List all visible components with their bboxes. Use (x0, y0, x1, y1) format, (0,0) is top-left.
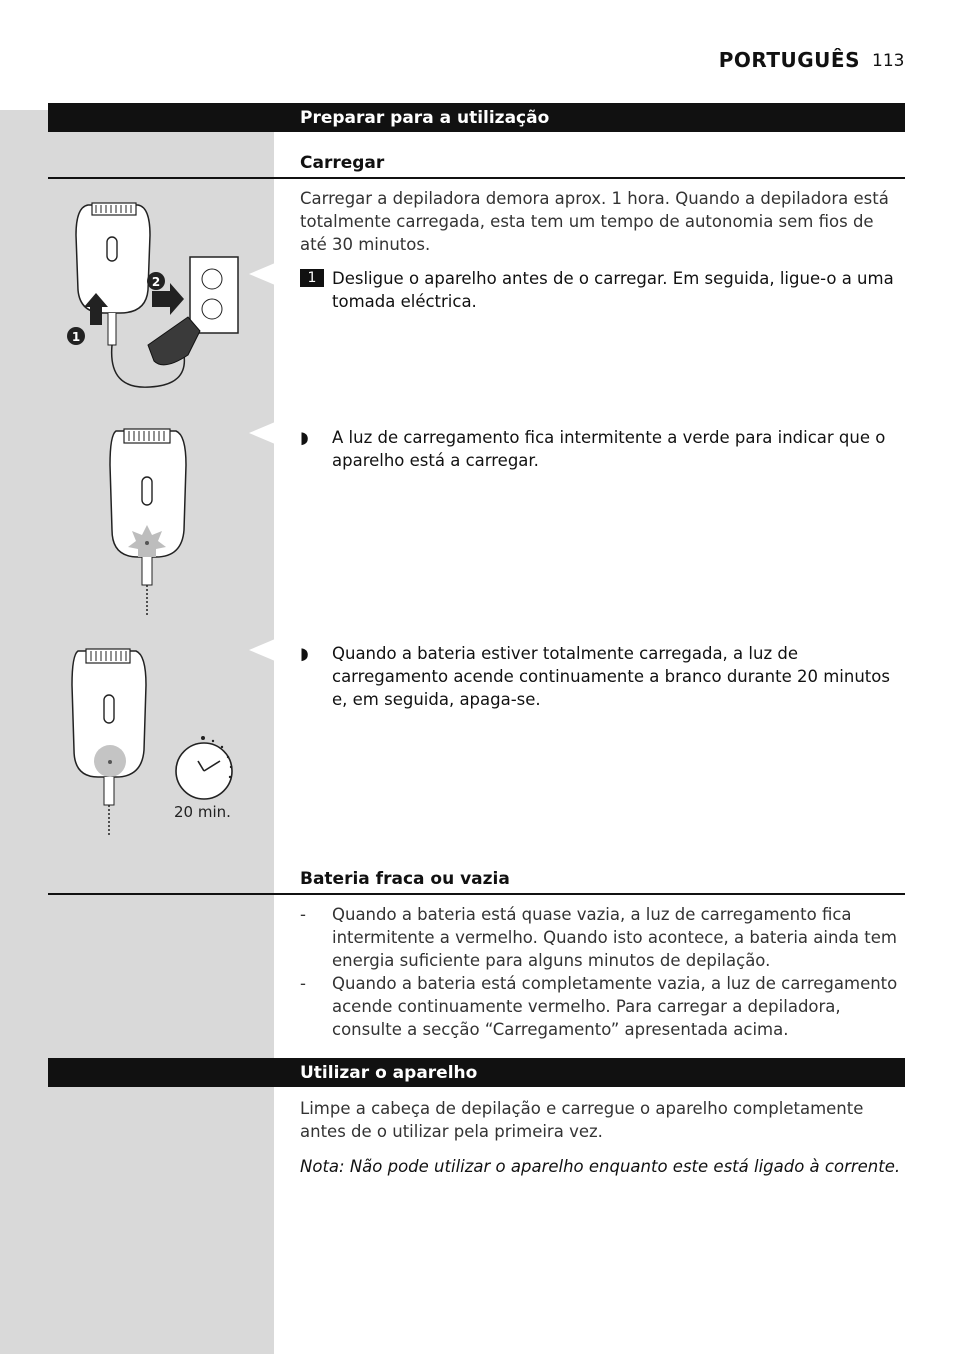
charger-plug-icon (148, 317, 200, 365)
timer-label: 20 min. (174, 803, 231, 821)
charge-intro-text: Carregar a depiladora demora aprox. 1 hora. Quando a depiladora está totalmente carregada, esta tem um tempo de autonomia sem fios de até 30 minutos. (300, 189, 889, 254)
bullet-icon: ◗ (300, 644, 309, 663)
list-item (300, 903, 905, 972)
figure-pointer (249, 263, 275, 285)
use-note: Nota: Não pode utilizar o aparelho enquanto este está ligado à corrente. (300, 1157, 901, 1176)
epilator-body-icon (76, 205, 150, 313)
step-number-badge: 1 (300, 269, 324, 287)
marker-2-label: 2 (151, 275, 161, 289)
section-title-prepare: Preparar para a utilização (300, 108, 550, 128)
charge-step-1 (300, 267, 905, 313)
charging-light-illustration (100, 425, 200, 620)
epilator-head-icon (86, 649, 130, 663)
charged-light-illustration (68, 645, 248, 840)
subsection-rule-low-battery (48, 893, 905, 895)
bullet-icon: ◗ (300, 428, 309, 447)
subsection-rule-charge (48, 177, 905, 179)
epilator-head-icon (92, 203, 136, 215)
subsection-title-low-battery: Bateria fraca ou vazia (300, 869, 510, 889)
list-item-text: Quando a bateria está completamente vazia, a luz de carregamento acende continuamente vermelho. Para carregar a depiladora, consulte a secção “Carregamento” apresentada acima. (332, 974, 898, 1039)
epilator-head-icon (124, 429, 170, 443)
section-title-use: Utilizar o aparelho (300, 1063, 478, 1083)
marker-1-label: 1 (71, 330, 81, 344)
bullet-text: A luz de carregamento fica intermitente a verde para indicar que o aparelho está a carregar. (332, 428, 886, 470)
dash-marker: - (300, 974, 306, 993)
wall-socket-icon (190, 257, 238, 333)
charge-bullet-1 (300, 426, 905, 472)
charge-bullet-2 (300, 642, 905, 711)
step-text: Desligue o aparelho antes de o carregar. Em seguida, ligue-o a uma tomada eléctrica. (332, 269, 894, 311)
dash-marker: - (300, 905, 306, 924)
low-battery-list (300, 903, 905, 1041)
subsection-title-charge: Carregar (300, 153, 385, 173)
figure-pointer (249, 422, 275, 444)
list-item (300, 972, 905, 1041)
use-intro-text: Limpe a cabeça de depilação e carregue o aparelho completamente antes de o utilizar pela primeira vez. (300, 1099, 864, 1141)
bullet-text: Quando a bateria estiver totalmente carregada, a luz de carregamento acende continuamente a branco durante 20 minutos e, em seguida, apaga-se. (332, 644, 890, 709)
page-number: 113 (872, 51, 905, 71)
list-item-text: Quando a bateria está quase vazia, a luz de carregamento fica intermitente a vermelho. Quando isto acontece, a bateria ainda tem energia suficiente para alguns minutos de depilação. (332, 905, 897, 970)
charging-illustration (60, 195, 250, 400)
language-header: PORTUGUÊS (718, 48, 860, 72)
figure-pointer (249, 639, 275, 661)
